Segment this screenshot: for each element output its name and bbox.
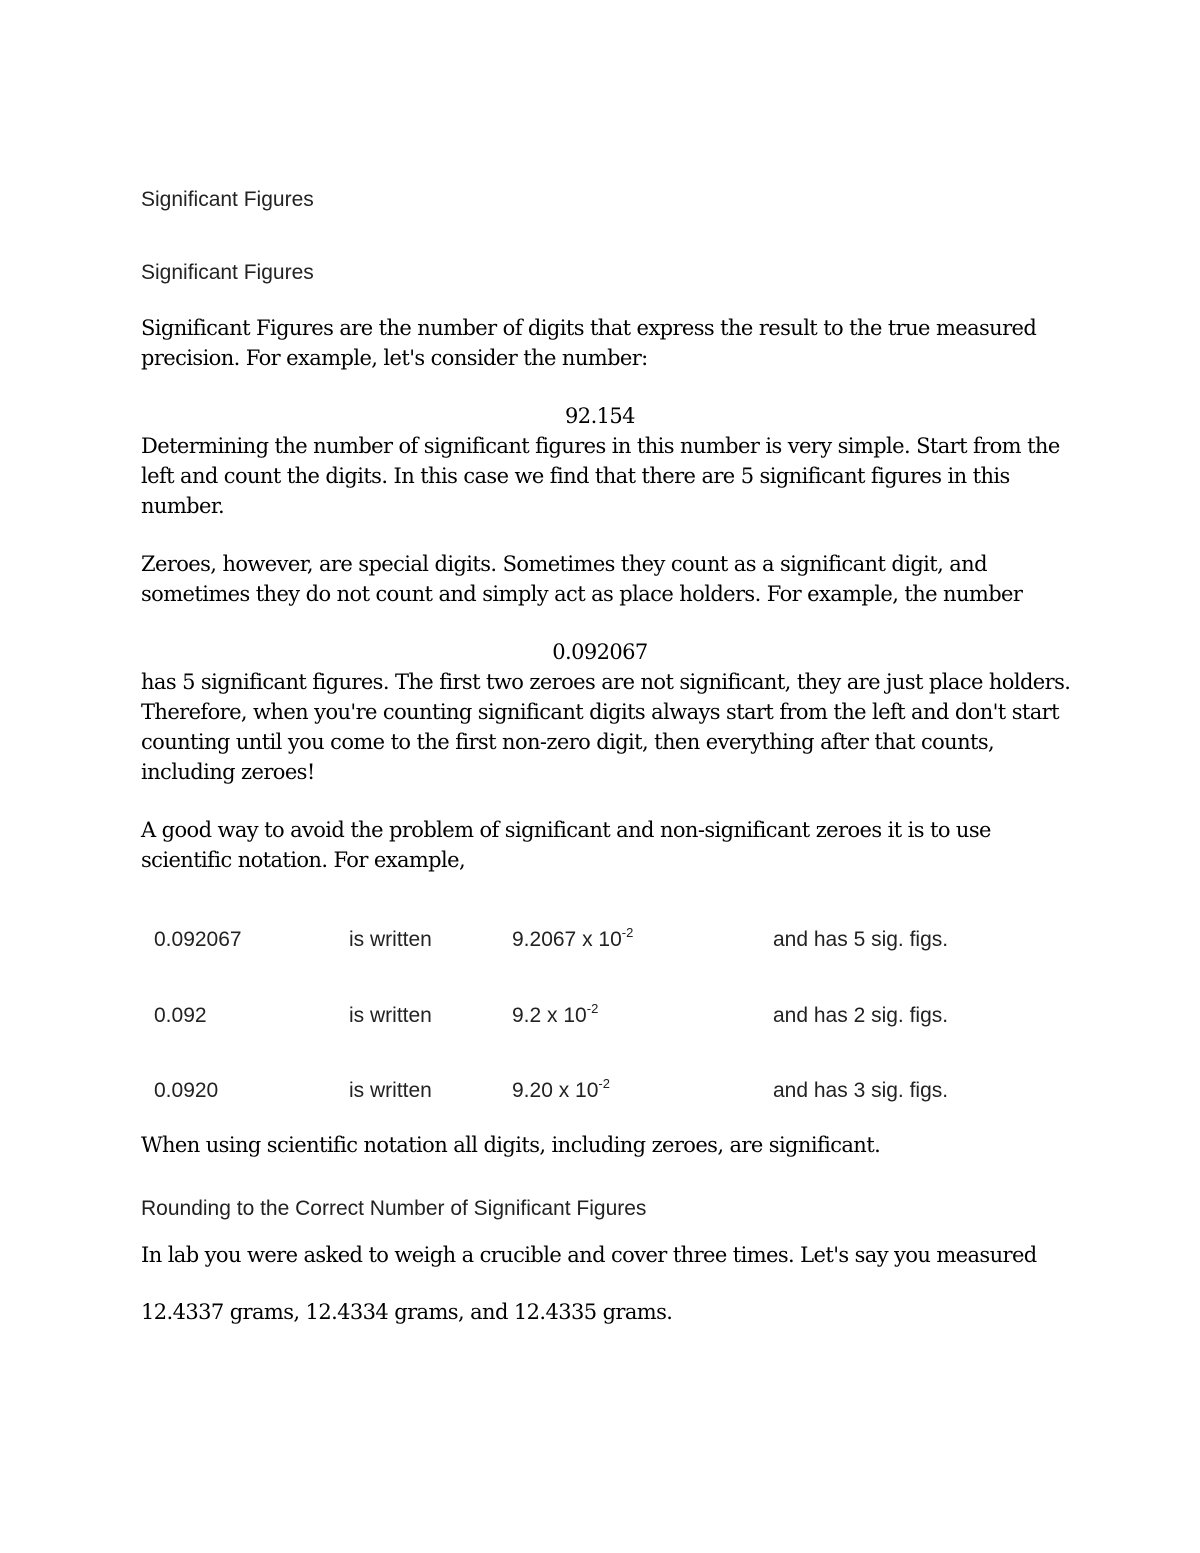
table-row <box>0 1001 1200 1034</box>
table-row <box>0 925 1200 958</box>
paragraph-all-digits-significant: When using scientific notation all digits, including zeroes, are significant. <box>141 1133 881 1157</box>
scientific-form <box>512 1076 610 1103</box>
measurements-line: 12.4337 grams, 12.4334 grams, and 12.4335 grams. <box>141 1300 673 1324</box>
scientific-form <box>512 1001 599 1028</box>
mantissa: 9.2067 x 10 <box>512 928 622 951</box>
paragraph-scientific-notation: A good way to avoid the problem of significant and non-significant zeroes it is to use scientific notation. For example, <box>141 818 991 872</box>
is-written-label: is written <box>349 1079 432 1102</box>
mantissa: 9.20 x 10 <box>512 1079 599 1102</box>
sig-fig-count: and has 2 sig. figs. <box>773 1004 949 1027</box>
decimal-value: 0.0920 <box>154 1079 219 1102</box>
intro-paragraph: Significant Figures are the number of digits that express the result to the true measured precision. For example, let's consider the number: <box>141 316 1037 370</box>
paragraph-determining: Determining the number of significant figures in this number is very simple. Start from the left and count the digits. In this case we find that there are 5 significant figures in this number. <box>141 434 1060 518</box>
decimal-value: 0.092067 <box>154 928 242 951</box>
paragraph-placeholders: has 5 significant figures. The first two zeroes are not significant, they are just place holders. Therefore, when you're counting significant digits always start from the left and don't start counting until you come to the first non-zero digit, then everything after that counts, including zeroes! <box>141 670 1071 784</box>
paragraph-lab-weighing: In lab you were asked to weigh a crucible and cover three times. Let's say you measured <box>141 1243 1037 1267</box>
paragraph-zeroes: Zeroes, however, are special digits. Sometimes they count as a significant digit, and sometimes they do not count and simply act as place holders. For example, the number <box>141 552 1023 606</box>
exponent: -2 <box>621 925 634 940</box>
table-row <box>0 1076 1200 1109</box>
example-number-1: 92.154 <box>565 404 635 428</box>
exponent: -2 <box>586 1001 599 1016</box>
document-header-title: Significant Figures <box>141 188 314 211</box>
mantissa: 9.2 x 10 <box>512 1004 587 1027</box>
example-number-2: 0.092067 <box>552 640 648 664</box>
sig-fig-count: and has 5 sig. figs. <box>773 928 949 951</box>
is-written-label: is written <box>349 1004 432 1027</box>
sig-fig-count: and has 3 sig. figs. <box>773 1079 949 1102</box>
rounding-heading: Rounding to the Correct Number of Significant Figures <box>141 1197 647 1220</box>
is-written-label: is written <box>349 928 432 951</box>
scientific-form <box>512 925 634 952</box>
exponent: -2 <box>598 1076 610 1091</box>
section-title: Significant Figures <box>141 261 314 284</box>
decimal-value: 0.092 <box>154 1004 207 1027</box>
